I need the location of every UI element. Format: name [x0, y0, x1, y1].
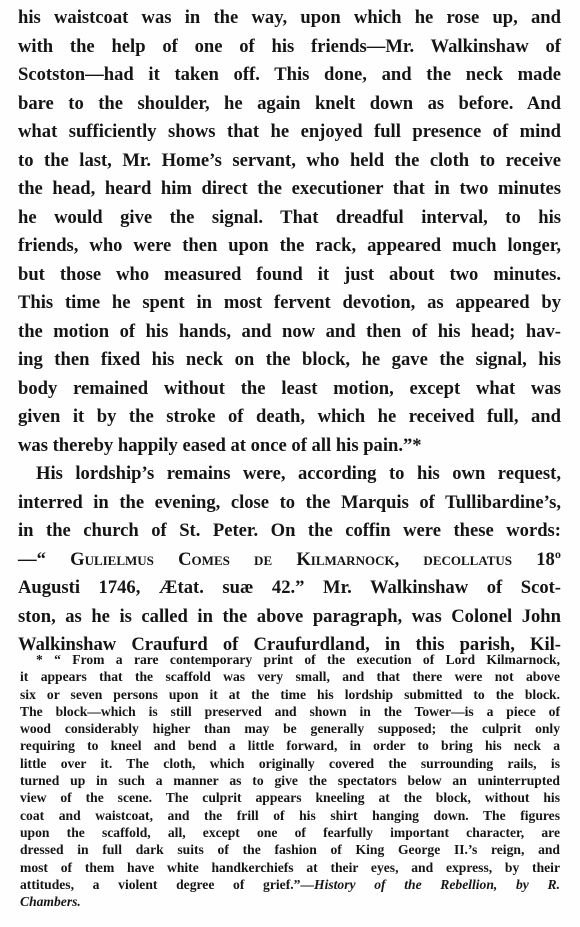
footnote-line: * “ From a rare contemporary print of the execution of Lord Kilmarnock,: [36, 652, 560, 667]
footnote-citation-author: Chambers.: [20, 894, 81, 910]
text-line: given it by the stroke of death, which he received full, and: [18, 406, 561, 427]
text-line: Walkinshaw Craufurd of Craufurdland, in this parish, Kil-: [18, 634, 561, 655]
footnote-line: requiring to kneel and bend a little forward, in order to bring his neck a: [20, 738, 560, 754]
text-line: bare to the shoulder, he again knelt down as before. And: [18, 92, 561, 114]
text-line: with the help of one of his friends—Mr. Walkinshaw of: [18, 35, 561, 57]
footnote-line: six or seven persons upon it at the time his lordship submitted to the block.: [20, 686, 560, 702]
text-line: what sufficiently shows that he enjoyed full presence of mind: [18, 121, 561, 142]
text-line: the motion of his hands, and now and then of his head; hav-: [18, 320, 561, 342]
text-line: This time he spent in most fervent devotion, as appeared by: [18, 292, 561, 313]
footnote-line: it appears that the scaffold was very small, and that there were not above: [20, 669, 560, 685]
text-line: in the church of St. Peter. On the coffin were these words:: [18, 520, 561, 541]
footnote-line: little over it. The cloth, which originally covered the surrounding rails, is: [20, 755, 560, 771]
text-line: friends, who were then upon the rack, appeared much longer,: [18, 235, 561, 256]
footnote-line: wood considerably higher than may be generally supposed; the culprit only: [20, 721, 560, 737]
text-line: he would give the signal. That dreadful interval, to his: [18, 206, 561, 228]
text-line: Scotston—had it taken off. This done, and the neck made: [18, 64, 561, 85]
text-line: was thereby happily eased at once of all his pain.”*: [18, 434, 422, 456]
footnote-line: dressed in full dark suits of the fashion of King George II.’s reign, and: [20, 842, 560, 858]
footnote-line: [20, 876, 560, 893]
text-line: His lordship’s remains were, according to his own request,: [36, 463, 561, 484]
footnote-line: upon the scaffold, all, except one of fearfully important character, are: [20, 824, 560, 840]
text-line: interred in the evening, close to the Marquis of Tullibardine’s,: [18, 491, 561, 513]
footnote-line: [20, 893, 560, 910]
text-line: Augusti 1746, Ætat. suæ 42.” Mr. Walkinshaw of Scot-: [18, 577, 561, 598]
main-text: [18, 4, 561, 660]
text-line: to the last, Mr. Home’s servant, who held the cloth to receive: [18, 149, 561, 171]
text-line: his waistcoat was in the way, upon which he rose up, and: [18, 7, 561, 28]
footnote: [20, 651, 560, 910]
footnote-line: coat and waistcoat, and the frill of his shirt hanging down. The figures: [20, 807, 560, 823]
text-line: the head, heard him direct the executioner that in two minutes: [18, 178, 561, 199]
footnote-line: view of the scene. The culprit appears kneeling at the block, without his: [20, 790, 560, 806]
text-line: ing then fixed his neck on the block, he gave the signal, his: [18, 349, 561, 370]
footnote-quote-end: attitudes, a violent degree of grief.”—: [20, 876, 315, 892]
footnote-citation: History of the Rebellion, by R.: [314, 876, 560, 892]
footnote-line: most of them have white handkerchiefs at their eyes, and express, by their: [20, 859, 560, 875]
text-line: ston, as he is called in the above paragraph, was Colonel John: [18, 605, 561, 627]
text-line: —“ Gulielmus Comes de Kilmarnock, decollatus 18º: [18, 548, 561, 570]
text-line: body remained without the least motion, except what was: [18, 377, 561, 399]
text-line: but those who measured found it just about two minutes.: [18, 263, 561, 285]
footnote-line: turned up in such a manner as to give the spectators below an uninterrupted: [20, 773, 560, 789]
footnote-line: The block—which is still preserved and shown in the Tower—is a piece of: [20, 703, 560, 719]
